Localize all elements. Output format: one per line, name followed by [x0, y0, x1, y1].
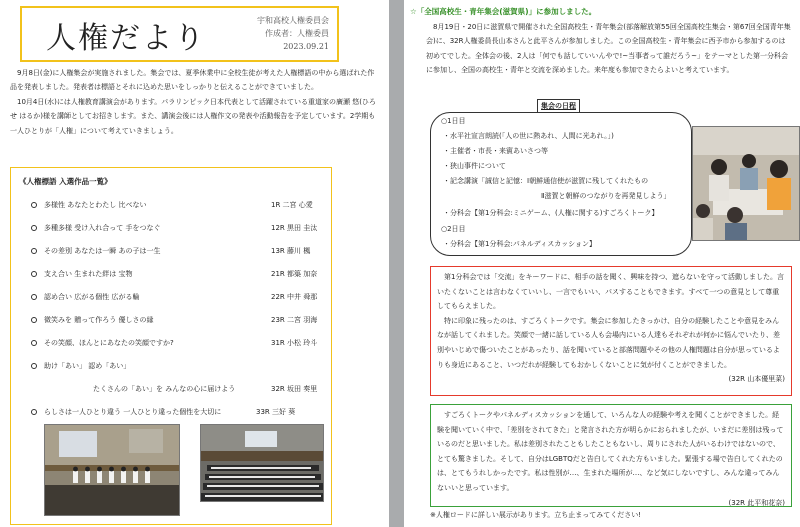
work-item — [31, 290, 323, 304]
title-box — [20, 6, 339, 62]
assembly-stage-photo-image — [45, 425, 180, 516]
schedule-line: ・分科会【第1分科会:ミニゲーム、(人権に関する)すごろくトーク】 — [443, 209, 659, 217]
work-author: 22R 中井 舜那 — [271, 293, 318, 301]
assembly-stage-photo — [44, 424, 180, 516]
report-box-yamamoto — [430, 266, 792, 396]
schedule-label: 集会の日程 — [537, 99, 580, 113]
schedule-box — [430, 112, 692, 256]
work-author: 1R 二宮 心愛 — [271, 201, 313, 209]
issue-date: 2023.09.21 — [283, 42, 329, 51]
circle-bullet-icon — [31, 271, 37, 277]
work-item — [31, 221, 323, 235]
work-item — [31, 267, 323, 281]
work-item — [31, 359, 323, 373]
work-slogan: 多様性 あなたとわたし 比べない — [44, 201, 147, 209]
group-discussion-photo-image — [693, 127, 800, 241]
schedule-line: ○1日目 — [441, 117, 466, 125]
work-slogan: らしさは一人ひとり違う 一人ひとり違った個性を大切に — [44, 408, 222, 416]
gym-assembly-photo-image — [201, 425, 324, 502]
work-item — [31, 244, 323, 258]
work-item — [31, 198, 323, 212]
intro-paragraph: 10月4日(水)には人権教育講演会があります。パラリンピック日本代表として活躍されている重道家の廣瀬 悠(ひろせ はるか)様を講師としてお招きします。また、講演会後には人権作文の発表や活動報告を予定しています。2学期も一人ひとりが「人権」について考えていきましょう。 — [10, 97, 376, 135]
work-author: 31R 小松 玲斗 — [271, 339, 318, 347]
circle-bullet-icon — [31, 409, 37, 415]
work-slogan: その差別 あなたは一瞬 あの子は一生 — [44, 247, 161, 255]
work-item-continued — [31, 382, 323, 396]
circle-bullet-icon — [31, 340, 37, 346]
schedule-line: ・狭山事件について — [443, 162, 506, 170]
section-heading: ☆「全国高校生・青年集会(滋賀県)」に参加しました。 — [410, 7, 597, 16]
issuer-author: 作成者：人権委員 — [265, 29, 329, 38]
schedule-line: ・主催者・市長・来賓あいさつ等 — [443, 147, 548, 155]
event-intro-paragraph: 8月19日・20日に滋賀県で開催された全国高校生・青年集会(部落解放第55回全国高校生集会・第67回全国青年集会)に、32R人権委員長山本さんと此平さんが参加しました。この全国高校生・青年集会に西予市から参加するのは初めてでした。全体会の後、2人は「何でも話していいんやで!~当事者って誰だろう~」をテーマとした第一分科会に参加し、全国の高校生・青年と交流を深めました。来年度も参加できたらよいと考えています。 — [426, 23, 791, 75]
circle-bullet-icon — [31, 363, 37, 369]
issuer-school: 宇和高校人権委員会 — [257, 16, 329, 25]
report-signature: (32R 此平和花奈) — [728, 498, 785, 507]
work-author: 23R 二宮 羽海 — [271, 316, 318, 324]
report-paragraph: すごろくトークやパネルディスカッションを通して、いろんな人の経験や考えを聞くことができました。経験を聞いていく中で、「差別をされてきた」と発言された方が明らかにおられましたが、いまだに差別は残っているのだと思いました。私は差別されたこともしたこともないし、周りにされた人がいるわけではないので、とても驚きました。そして、自分はLGBTQだと告白してくれた方もいました。緊張する場で告白してくれたのは、とてもうれしかったです。私は性別が…、生まれた場所が…、など気にしないですし、みんな違ってみんないいと思っています。 — [437, 411, 784, 492]
issuer-info — [229, 14, 329, 53]
work-item — [31, 313, 323, 327]
work-slogan: 多種多様 受け入れ合って 手をつなぐ — [44, 224, 161, 232]
report-box-konohira — [430, 404, 792, 507]
work-author: 32R 坂田 奏里 — [271, 385, 318, 393]
work-author: 12R 黒田 圭汰 — [271, 224, 318, 232]
work-slogan: たくさんの「あい」を みんなの心に届けよう — [93, 385, 236, 393]
work-slogan: 支え合い 生まれた絆は 宝物 — [44, 270, 133, 278]
circle-bullet-icon — [31, 317, 37, 323]
report-signature: (32R 山本優里菜) — [728, 375, 785, 384]
schedule-line: ・分科会【第1分科会:パネルディスカッション】 — [443, 240, 597, 248]
group-discussion-photo — [692, 126, 800, 241]
work-author: 21R 都築 加奈 — [271, 270, 318, 278]
newsletter-page-right — [404, 0, 800, 527]
work-slogan: その笑顔、ほんとにあなたの笑顔ですか? — [44, 339, 174, 347]
schedule-line: ・記念講演「誠信と記憶：Ⅰ朝鮮通信使が滋賀に残してくれたもの — [443, 177, 649, 185]
report-paragraph: 特に印象に残ったのは、すごろくトークです。集会に参加したきっかけ、自分の経験したことや意見をみんなが話してくれました。笑顔で一緒に話している人も会場内にいる人達もそれぞれが何かに悩んでいたり、差別やいじめで傷ついたことがあったり、話を聞いていると部落問題やその他の人権問題は自分が思っているよりも身近にあること、いつだれが経験してもおかしくないことに気が付くことができました。 — [437, 316, 780, 369]
report-paragraph: 第1分科会では「交流」をキーワードに、相手の話を聞く、興味を持つ、遮らないを守って活動しました。言いたくないことは言わなくていいし、一言でもいい、パスすることもできます。すべて一つの意見として尊重してもらえました。 — [437, 273, 785, 311]
work-slogan: 微笑みを 贈って作ろう 優しさの縁 — [44, 316, 154, 324]
event-intro-text — [426, 20, 792, 78]
circle-bullet-icon — [31, 202, 37, 208]
work-item — [31, 336, 323, 350]
circle-bullet-icon — [31, 225, 37, 231]
schedule-line: ○2日目 — [441, 225, 466, 233]
work-item — [31, 405, 323, 419]
newsletter-page-left — [0, 0, 389, 527]
circle-bullet-icon — [31, 248, 37, 254]
schedule-line: ・水平社宣言朗読(「人の世に熱あれ、人間に光あれ。」) — [443, 132, 614, 140]
schedule-line: Ⅱ滋賀と朝鮮のつながりを再発見しよう」 — [541, 192, 671, 200]
newsletter-title: 人権だより — [46, 21, 206, 56]
circle-bullet-icon — [31, 294, 37, 300]
gym-assembly-photo — [200, 424, 324, 502]
intro-paragraph: 9月8日(金)に人権集会が実施されました。集会では、夏季休業中に全校生徒が考えた人権標語の中から選ばれた作品を発表しました。発表者は標語とそれに込めた思いをしっかりと伝えることができていました。 — [10, 69, 375, 92]
footer-note: ※人権ロードに詳しい展示があります。立ち止まってみてください! — [430, 511, 642, 519]
work-author: 13R 藤川 楓 — [271, 247, 311, 255]
work-slogan: 助け「あい」 認め「あい」 — [44, 362, 131, 370]
intro-text — [10, 66, 380, 138]
work-author: 33R 三好 葵 — [256, 408, 296, 416]
works-title: 《人権標語 入選作品一覧》 — [19, 177, 112, 186]
work-slogan: 認め合い 広がる個性 広がる輪 — [44, 293, 140, 301]
